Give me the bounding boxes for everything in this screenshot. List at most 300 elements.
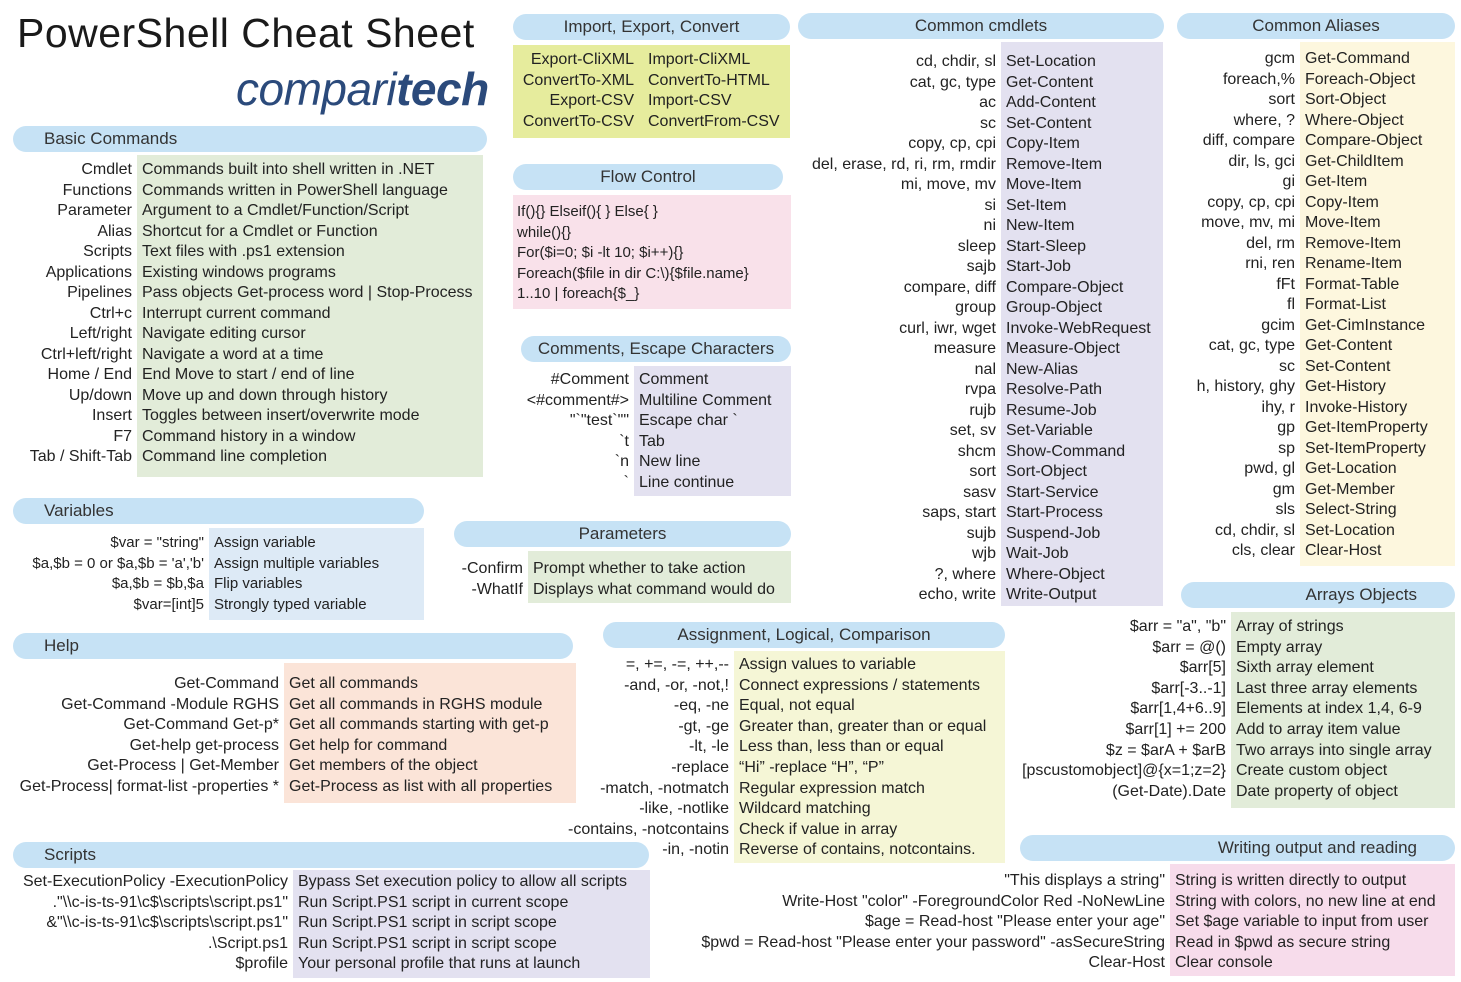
cmdlets-row-key: set, sv bbox=[949, 422, 996, 439]
cmdlets-row bbox=[971, 544, 1163, 565]
aliases-row-key: sort bbox=[1268, 91, 1295, 108]
flow-control-header: Flow Control bbox=[513, 164, 783, 190]
output-row-value: Clear console bbox=[1175, 954, 1273, 972]
help-row-value: Get members of the object bbox=[289, 757, 478, 775]
assign-row-value: Check if value in array bbox=[739, 820, 898, 838]
variables-row-value: Assign multiple variables bbox=[214, 554, 380, 572]
aliases-row-value: Get-Content bbox=[1305, 337, 1393, 354]
aliases-row-key: sc bbox=[1279, 357, 1295, 375]
basic-row bbox=[67, 283, 483, 304]
arrays-row-value: Last three array elements bbox=[1236, 679, 1418, 697]
help-row-key: Get-Command Get-p* bbox=[123, 716, 279, 734]
assign-row-key: -lt, -le bbox=[689, 738, 729, 756]
basic-row-key: Functions bbox=[62, 181, 132, 199]
cmdlets-row-value: Set-Item bbox=[1006, 196, 1067, 214]
scripts-header: Scripts bbox=[13, 842, 649, 868]
scripts-row-key: .\Script.ps1 bbox=[207, 934, 288, 952]
arrays-row-value: Array of strings bbox=[1236, 618, 1344, 635]
aliases-row-key: rni, ren bbox=[1245, 255, 1295, 272]
basic-row-value: Text files with .ps1 extension bbox=[142, 243, 345, 260]
aliases-row-value: Set-Location bbox=[1305, 521, 1395, 539]
parameters-row-value: Prompt whether to take action bbox=[533, 560, 746, 577]
assign-row bbox=[639, 799, 1005, 820]
arrays-row-value: Empty array bbox=[1236, 638, 1323, 656]
help-row bbox=[87, 756, 576, 777]
scripts-row-key: ."\\c-is-ts-91\c$\scripts\script.ps1" bbox=[52, 893, 288, 911]
aliases-row-value: Compare-Object bbox=[1305, 132, 1423, 149]
comments-row-value: Comment bbox=[639, 371, 709, 388]
output-row bbox=[1004, 871, 1455, 892]
cmdlets-row-key: compare, diff bbox=[903, 278, 996, 296]
cmdlets-row bbox=[974, 360, 1163, 381]
iec-left-item: Export-CliXML bbox=[530, 51, 634, 68]
cmdlets-row-key: shcm bbox=[957, 442, 996, 460]
basic-row-value: Argument to a Cmdlet/Function/Script bbox=[142, 202, 409, 219]
variables-table bbox=[32, 528, 424, 620]
cmdlets-row-key: ac bbox=[979, 94, 996, 111]
cmdlets-row-key: sc bbox=[980, 114, 996, 132]
arrays-row-value: Elements at index 1,4, 6-9 bbox=[1236, 700, 1422, 718]
assign-row bbox=[624, 676, 1005, 697]
cmdlets-row-value: Invoke-WebRequest bbox=[1006, 319, 1151, 337]
cmdlets-row-value: Write-Output bbox=[1006, 586, 1097, 603]
aliases-row-key: h, history, ghy bbox=[1196, 378, 1295, 395]
help-row bbox=[174, 674, 576, 695]
aliases-row bbox=[1231, 541, 1455, 562]
flow-control-item: 1..10 | foreach{$_} bbox=[517, 285, 640, 302]
assign-row-key: -gt, -ge bbox=[678, 717, 729, 735]
comments-row-key: "`"test`"" bbox=[569, 412, 629, 430]
aliases-row-key: gp bbox=[1277, 419, 1295, 436]
comments-row bbox=[619, 432, 791, 453]
output-row-value: Read in $pwd as secure string bbox=[1175, 933, 1391, 951]
arrays-row-key: [pscustomobject]@{x=1;z=2} bbox=[1022, 762, 1226, 780]
output-row-key: $pwd = Read-host "Please enter your password" -asSecureString bbox=[701, 933, 1165, 951]
aliases-row-key: gcm bbox=[1264, 50, 1295, 67]
aliases-row bbox=[1207, 193, 1455, 214]
output-row-key: Write-Host "color" -ForegroundColor Red -NoNewLine bbox=[782, 892, 1165, 910]
output-row-key: $age = Read-host "Please enter your age" bbox=[865, 913, 1165, 931]
basic-row-value: Command line completion bbox=[142, 448, 327, 465]
cmdlets-row bbox=[918, 585, 1163, 606]
assign-row-value: Regular expression match bbox=[739, 779, 925, 797]
cmdlets-row bbox=[909, 73, 1163, 94]
aliases-row-value: Set-ItemProperty bbox=[1305, 439, 1426, 457]
iec-left-item: Export-CSV bbox=[549, 92, 634, 109]
help-row-value: Get help for command bbox=[289, 736, 448, 754]
cmdlets-row-key: sajb bbox=[966, 258, 996, 275]
aliases-row-key: gi bbox=[1282, 173, 1295, 190]
comments-row bbox=[526, 391, 791, 412]
cmdlets-row-key: cat, gc, type bbox=[909, 73, 996, 91]
aliases-row bbox=[1201, 213, 1455, 234]
basic-row-value: Move up and down through history bbox=[142, 386, 388, 404]
arrays-row-key: $arr[-3..-1] bbox=[1151, 679, 1226, 697]
aliases-row-value: Get-Item bbox=[1305, 173, 1368, 190]
cmdlets-row-key: sujb bbox=[966, 524, 996, 542]
comments-row bbox=[623, 473, 791, 494]
arrays-row bbox=[1152, 638, 1455, 659]
basic-row bbox=[40, 345, 483, 366]
aliases-row-value: Clear-Host bbox=[1305, 542, 1382, 559]
aliases-row-value: Where-Object bbox=[1305, 111, 1404, 129]
basic-row bbox=[89, 304, 483, 325]
aliases-row-key: del, rm bbox=[1246, 234, 1295, 252]
aliases-row bbox=[1261, 316, 1455, 337]
cmdlets-row bbox=[811, 155, 1163, 176]
aliases-row-key: foreach,% bbox=[1222, 70, 1295, 88]
common-cmdlets-header: Common cmdlets bbox=[798, 13, 1164, 39]
variables-row bbox=[32, 554, 424, 575]
aliases-row-value: Set-Content bbox=[1305, 357, 1391, 375]
page-title: PowerShell Cheat Sheet bbox=[17, 10, 475, 56]
basic-row-key: Insert bbox=[91, 407, 132, 424]
scripts-row bbox=[22, 872, 650, 893]
arrays-row bbox=[1105, 741, 1455, 762]
cmdlets-row-value: Start-Process bbox=[1006, 504, 1103, 521]
basic-row-key: Alias bbox=[97, 222, 132, 240]
arrays-objects-header: Arrays Objects bbox=[1181, 582, 1455, 608]
writing-output-header: Writing output and reading bbox=[1020, 835, 1455, 861]
assign-row-value: Assign values to variable bbox=[739, 656, 916, 673]
common-aliases-header: Common Aliases bbox=[1177, 13, 1455, 39]
basic-row bbox=[113, 427, 483, 448]
assignment-table bbox=[568, 651, 1005, 863]
writing-output-table bbox=[701, 864, 1455, 976]
arrays-row bbox=[1022, 761, 1455, 782]
scripts-row-value: Run Script.PS1 script in script scope bbox=[298, 914, 557, 932]
cmdlets-row-key: sasv bbox=[963, 483, 996, 501]
basic-row bbox=[81, 160, 483, 181]
basic-row bbox=[29, 447, 483, 468]
output-row-value: String with colors, no new line at end bbox=[1175, 892, 1436, 910]
scripts-row bbox=[52, 893, 650, 914]
parameters-row-key: -Confirm bbox=[461, 560, 523, 577]
cmdlets-row-value: Set-Variable bbox=[1006, 422, 1093, 439]
cmdlets-row-key: sort bbox=[969, 463, 996, 480]
cmdlets-row-value: Set-Content bbox=[1006, 114, 1092, 132]
assign-row bbox=[600, 779, 1005, 800]
assign-row-key: -eq, -ne bbox=[673, 697, 729, 715]
cmdlets-row-value: Sort-Object bbox=[1006, 463, 1087, 480]
output-row-key: Clear-Host bbox=[1088, 954, 1165, 972]
aliases-row-key: gcim bbox=[1261, 316, 1295, 334]
basic-row-value: Navigate editing cursor bbox=[142, 325, 306, 342]
variables-row-key: $a,$b = 0 or $a,$b = 'a','b' bbox=[32, 554, 204, 572]
assign-row-value: Wildcard matching bbox=[739, 800, 871, 818]
cmdlets-row bbox=[915, 52, 1163, 73]
comments-row-value: Tab bbox=[639, 432, 665, 450]
basic-row bbox=[69, 324, 483, 345]
scripts-row bbox=[235, 954, 650, 975]
cmdlets-row bbox=[969, 401, 1163, 422]
help-row-key: Get-Process | Get-Member bbox=[87, 757, 279, 775]
assign-row-value: Connect expressions / statements bbox=[739, 676, 981, 694]
aliases-row-key: diff, compare bbox=[1202, 132, 1295, 149]
scripts-row-key: Set-ExecutionPolicy -ExecutionPolicy bbox=[22, 873, 288, 890]
arrays-row-value: Create custom object bbox=[1236, 762, 1388, 780]
common-cmdlets-table bbox=[811, 42, 1163, 606]
cmdlets-row bbox=[964, 380, 1163, 401]
help-header: Help bbox=[13, 633, 573, 659]
cmdlets-row-value: Compare-Object bbox=[1006, 278, 1124, 296]
comments-row-key: #Comment bbox=[550, 371, 629, 388]
basic-row-value: Shortcut for a Cmdlet or Function bbox=[142, 222, 378, 240]
cmdlets-row-key: wjb bbox=[971, 545, 996, 562]
cmdlets-row-key: si bbox=[984, 196, 996, 214]
assign-row-value: Reverse of contains, notcontains. bbox=[739, 841, 976, 859]
comments-row-value: Escape char ` bbox=[639, 412, 738, 430]
comments-row-key: <#comment#> bbox=[526, 391, 629, 409]
help-row bbox=[19, 777, 576, 798]
scripts-row-key: &"\\c-is-ts-91\c$\scripts\script.ps1" bbox=[46, 914, 288, 932]
parameters-row bbox=[461, 559, 791, 580]
basic-row-value: Command history in a window bbox=[142, 427, 356, 445]
aliases-row-value: Rename-Item bbox=[1305, 255, 1402, 272]
basic-row-value: Navigate a word at a time bbox=[142, 345, 324, 363]
assign-row bbox=[678, 717, 1005, 738]
aliases-row-value: Get-Command bbox=[1305, 50, 1410, 67]
variables-header: Variables bbox=[13, 498, 424, 524]
cmdlets-row-value: Set-Location bbox=[1006, 53, 1096, 70]
aliases-row bbox=[1277, 418, 1455, 439]
comments-row-value: New line bbox=[639, 453, 701, 471]
cmdlets-row-value: Get-Content bbox=[1006, 73, 1094, 91]
basic-row-value: End Move to start / end of line bbox=[142, 366, 355, 383]
cmdlets-row-value: Show-Command bbox=[1006, 442, 1126, 460]
help-row-key: Get-Process| format-list -properties * bbox=[19, 778, 279, 795]
cmdlets-row bbox=[934, 565, 1163, 586]
assign-row bbox=[662, 840, 1005, 861]
assign-row bbox=[568, 820, 1005, 841]
aliases-row-value: Get-ItemProperty bbox=[1305, 419, 1428, 436]
aliases-row bbox=[1272, 480, 1455, 501]
cmdlets-row-key: ni bbox=[983, 217, 996, 234]
help-table bbox=[19, 663, 576, 803]
aliases-row bbox=[1278, 439, 1455, 460]
cmdlets-row-key: saps, start bbox=[922, 504, 996, 521]
cmdlets-row bbox=[957, 237, 1163, 258]
basic-row-value: Existing windows programs bbox=[142, 263, 336, 281]
basic-row-key: Left/right bbox=[69, 325, 132, 342]
aliases-row bbox=[1279, 357, 1455, 378]
assign-row-value: Greater than, greater than or equal bbox=[739, 717, 987, 735]
cmdlets-row-key: curl, iwr, wget bbox=[899, 319, 996, 337]
aliases-row-value: Format-List bbox=[1305, 296, 1386, 313]
basic-row-key: Parameter bbox=[57, 202, 132, 219]
logo-light-text: compari bbox=[236, 63, 397, 115]
aliases-row bbox=[1268, 90, 1455, 111]
iec-right-item: Import-CSV bbox=[648, 92, 732, 109]
iec-left-item: ConvertTo-XML bbox=[522, 71, 634, 89]
assign-row-value: Equal, not equal bbox=[739, 697, 855, 715]
aliases-row-value: Sort-Object bbox=[1305, 91, 1386, 108]
comments-row-value: Line continue bbox=[639, 474, 735, 491]
help-row-value: Get-Process as list with all properties bbox=[289, 778, 553, 795]
basic-row-key: Pipelines bbox=[67, 284, 132, 301]
aliases-row bbox=[1202, 131, 1455, 152]
flow-control-item: If(){} Elseif(){ } Else{ } bbox=[517, 203, 658, 220]
cmdlets-row bbox=[908, 134, 1163, 155]
aliases-row-key: gm bbox=[1272, 480, 1295, 498]
aliases-row bbox=[1222, 70, 1455, 91]
aliases-row-key: fFt bbox=[1276, 275, 1295, 293]
basic-row bbox=[45, 263, 483, 284]
assign-row bbox=[689, 737, 1005, 758]
comments-table bbox=[526, 366, 791, 496]
help-row bbox=[123, 715, 576, 736]
aliases-row-value: Get-CimInstance bbox=[1305, 316, 1426, 334]
variables-row-key: $a,$b = $b,$a bbox=[111, 575, 204, 593]
aliases-row bbox=[1287, 295, 1455, 316]
basic-row-value: Commands built into shell written in .NET bbox=[142, 161, 435, 178]
aliases-row-key: move, mv, mi bbox=[1201, 214, 1295, 231]
variables-row bbox=[133, 595, 424, 616]
variables-row-value: Strongly typed variable bbox=[214, 595, 367, 613]
comments-row bbox=[569, 411, 791, 432]
cmdlets-row bbox=[900, 175, 1163, 196]
comments-row bbox=[550, 370, 791, 391]
assign-row bbox=[625, 655, 1005, 676]
cmdlets-row-value: Copy-Item bbox=[1006, 135, 1080, 152]
cmdlets-row-value: Resolve-Path bbox=[1006, 381, 1103, 398]
assign-row-key: -in, -notin bbox=[662, 841, 729, 859]
help-row-key: Get-Command -Module RGHS bbox=[61, 695, 279, 713]
cmdlets-row-value: Start-Service bbox=[1006, 483, 1099, 501]
help-row-value: Get all commands bbox=[289, 675, 418, 692]
variables-row-value: Assign variable bbox=[214, 534, 316, 551]
cmdlets-row-value: New-Item bbox=[1006, 217, 1075, 234]
aliases-row bbox=[1275, 500, 1455, 521]
parameters-row bbox=[471, 580, 791, 601]
cmdlets-row-key: nal bbox=[974, 360, 996, 378]
basic-row bbox=[83, 242, 483, 263]
cmdlets-row-value: Resume-Job bbox=[1006, 401, 1097, 419]
scripts-row-value: Your personal profile that runs at launch bbox=[298, 955, 581, 973]
aliases-row bbox=[1245, 254, 1455, 275]
cmdlets-row bbox=[983, 216, 1163, 237]
aliases-row-key: pwd, gl bbox=[1244, 460, 1295, 477]
arrays-row-value: Sixth array element bbox=[1236, 659, 1374, 677]
scripts-row-value: Run Script.PS1 script in script scope bbox=[298, 934, 557, 952]
output-row-key: "This displays a string" bbox=[1004, 872, 1165, 889]
output-row bbox=[701, 933, 1455, 954]
cmdlets-row bbox=[955, 298, 1163, 319]
basic-commands-header: Basic Commands bbox=[13, 126, 487, 152]
arrays-row-key: (Get-Date).Date bbox=[1112, 782, 1226, 800]
comments-header: Comments, Escape Characters bbox=[521, 336, 791, 362]
cmdlets-row-value: Group-Object bbox=[1006, 299, 1103, 316]
cmdlets-row bbox=[899, 319, 1163, 340]
cmdlets-row bbox=[969, 462, 1163, 483]
flow-control-item: For($i=0; $i -lt 10; $i++){} bbox=[517, 244, 684, 261]
output-row-value: Set $age variable to input from user bbox=[1175, 913, 1429, 931]
cmdlets-row-value: Move-Item bbox=[1006, 176, 1082, 193]
comments-row-key: `t bbox=[619, 432, 629, 450]
variables-row bbox=[111, 574, 424, 595]
cmdlets-row-key: group bbox=[955, 299, 996, 316]
cmdlets-row bbox=[957, 442, 1163, 463]
iec-right-item: ConvertFrom-CSV bbox=[648, 112, 780, 130]
cmdlets-row-value: Add-Content bbox=[1006, 94, 1096, 111]
aliases-row bbox=[1244, 459, 1455, 480]
variables-row-value: Flip variables bbox=[214, 575, 303, 593]
output-row bbox=[782, 892, 1455, 913]
logo-bold-text: tech bbox=[396, 63, 489, 115]
aliases-row-value: Select-String bbox=[1305, 501, 1397, 518]
help-row-key: Get-help get-process bbox=[129, 736, 279, 754]
assign-row-key: -and, -or, -not,! bbox=[624, 676, 729, 694]
arrays-row bbox=[1125, 720, 1455, 741]
basic-row-value: Commands written in PowerShell language bbox=[142, 181, 448, 199]
assign-row-value: Less than, less than or equal bbox=[739, 738, 944, 756]
aliases-row-value: Format-Table bbox=[1305, 275, 1400, 293]
assign-row bbox=[671, 758, 1005, 779]
cmdlets-row-value: New-Alias bbox=[1006, 360, 1079, 378]
scripts-row bbox=[207, 934, 650, 955]
basic-row bbox=[97, 222, 483, 243]
aliases-row bbox=[1261, 398, 1455, 419]
basic-row-value: Interrupt current command bbox=[142, 304, 331, 322]
cmdlets-row bbox=[966, 524, 1163, 545]
import-export-convert-header: Import, Export, Convert bbox=[513, 14, 790, 40]
cmdlets-row bbox=[903, 278, 1163, 299]
aliases-row bbox=[1264, 49, 1455, 70]
basic-row-value: Pass objects Get-process word | Stop-Process bbox=[142, 284, 473, 301]
cmdlets-row-key: measure bbox=[933, 340, 996, 357]
arrays-row-key: $arr = @() bbox=[1152, 638, 1226, 656]
basic-row bbox=[68, 386, 483, 407]
aliases-row-value: Get-History bbox=[1305, 378, 1386, 395]
arrays-row-key: $arr[5] bbox=[1179, 659, 1226, 677]
help-row bbox=[129, 736, 576, 757]
cmdlets-row-value: Wait-Job bbox=[1006, 545, 1069, 562]
cmdlets-row-key: cd, chdir, sl bbox=[915, 53, 996, 70]
parameters-row-key: -WhatIf bbox=[471, 580, 523, 598]
arrays-row bbox=[1130, 699, 1455, 720]
arrays-row-value: Add to array item value bbox=[1236, 721, 1401, 738]
cmdlets-row bbox=[979, 93, 1163, 114]
basic-row-key: Up/down bbox=[68, 386, 132, 404]
basic-row-key: Ctrl+left/right bbox=[40, 345, 132, 363]
flow-control-item: while(){} bbox=[517, 223, 572, 241]
assign-row bbox=[673, 696, 1005, 717]
scripts-row-key: $profile bbox=[235, 955, 288, 973]
arrays-row-key: $arr[1,4+6..9] bbox=[1130, 700, 1226, 718]
comments-row-key: ` bbox=[623, 474, 629, 491]
arrays-row-key: $z = $arA + $arB bbox=[1105, 741, 1226, 759]
arrays-objects-table bbox=[1022, 612, 1455, 808]
arrays-row bbox=[1112, 782, 1455, 803]
arrays-row bbox=[1179, 658, 1455, 679]
iec-right-item: ConvertTo-HTML bbox=[648, 71, 770, 89]
basic-row bbox=[47, 365, 483, 386]
cmdlets-row-value: Measure-Object bbox=[1006, 340, 1120, 357]
aliases-row-value: Remove-Item bbox=[1305, 234, 1402, 252]
cmdlets-row-key: ?, where bbox=[934, 565, 996, 583]
comments-row-value: Multiline Comment bbox=[639, 391, 772, 409]
scripts-row-value: Run Script.PS1 script in current scope bbox=[298, 893, 569, 911]
assign-row-key: -contains, -notcontains bbox=[568, 820, 729, 838]
aliases-row-value: Foreach-Object bbox=[1305, 70, 1416, 88]
iec-right-item: Import-CliXML bbox=[648, 51, 751, 68]
flow-control-item: Foreach($file in dir C:\){$file.name} bbox=[517, 264, 749, 282]
cmdlets-row bbox=[984, 196, 1163, 217]
aliases-row-key: cat, gc, type bbox=[1208, 337, 1295, 354]
aliases-row-key: copy, cp, cpi bbox=[1207, 193, 1295, 211]
aliases-row-value: Get-Location bbox=[1305, 460, 1397, 477]
aliases-row-value: Get-ChildItem bbox=[1305, 152, 1404, 170]
